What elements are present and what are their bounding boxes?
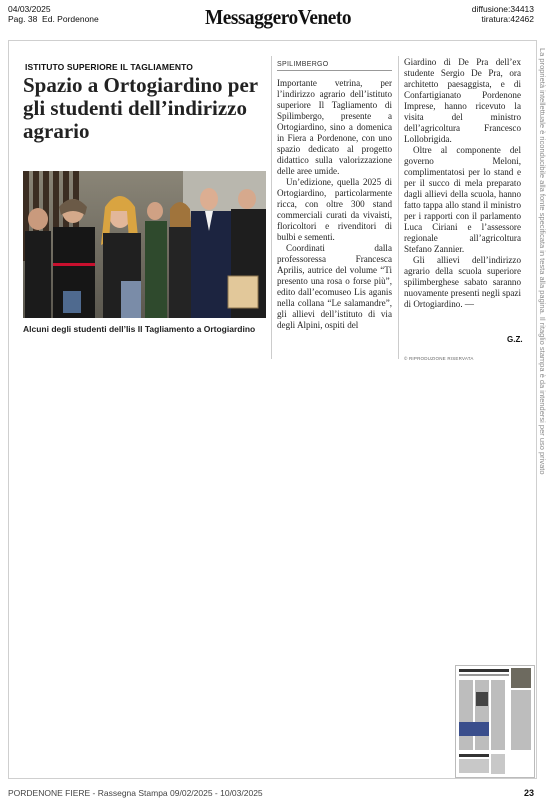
footer-page-number: 23 (524, 788, 535, 798)
paragraph: Importante vetrina, per l’indirizzo agrario dell’istituto superiore Il Tagliamento di Spilimbergo, presente a Ortogiardino, sino a domenica in Fiera a Pordenone, con uno spazio dedicato al progetto didattico sulla valorizzazione delle aree umide. (277, 78, 392, 176)
article-column-2 (404, 57, 521, 310)
side-note-text: La proprietà intellettuale è riconducibile alla fonte specificata in testa alla pagina. Il ritaglio stampa è da intendersi per uso privato (538, 48, 547, 475)
column-divider (398, 56, 399, 359)
page-thumbnail (455, 665, 535, 778)
article-column-1 (277, 78, 392, 331)
circulation-tiratura: tiratura:42462 (481, 14, 534, 24)
circulation-diffusione: diffusione:34413 (471, 4, 534, 14)
footer-source: PORDENONE FIERE - Rassegna Stampa 09/02/2025 - 10/03/2025 (8, 788, 263, 798)
edition-label: Ed. Pordenone (42, 14, 99, 24)
issue-date: 04/03/2025 (8, 4, 51, 14)
paragraph: Giardino di De Pra dell’ex studente Sergio De Pra, ora architetto paesaggista, e di Confartigianato Pordenone Imprese, hanno ricevuto la visita del ministro dell’agricoltura Francesco Lollobrigida. (404, 57, 521, 144)
article-photo (23, 171, 266, 318)
paragraph: Un’edizione, quella 2025 di Ortogiardino, particolarmente ricca, con oltre 300 stand commerciali curati da vivaisti, floricoltori e rivenditori di bulbi e sementi. (277, 177, 392, 242)
paragraph: Oltre al componente del governo Meloni, complimentatosi per lo stand e per il succo di mela preparato dagli allievi della scuola, hanno fatto tappa allo stand il ministro per i rapporti con il parlamento Luca Ciriani e l’assessore regionale all’agricoltura Stefano Zannier. (404, 145, 521, 254)
paragraph: Coordinati dalla professoressa Francesca Aprilis, autrice del volume “Ti presento una rosa o forse più”, edito dall’ecomuseo Lis aganis nella collana “Le salamandre”, gli allievi dell’istituto di via degli Alpini, ospiti del (277, 243, 392, 330)
paragraph: Gli allievi dell’indirizzo agrario della scuola superiore spilimberghese sabato saranno nuovamente presenti negli spazi di Ortogiardino. — (404, 255, 521, 309)
column-divider (271, 56, 272, 359)
article-headline: Spazio a Ortogiardino per gli studenti dell’indirizzo agrario (23, 73, 258, 143)
article-kicker: ISTITUTO SUPERIORE IL TAGLIAMENTO (25, 62, 193, 72)
page-thumbnail-image (456, 666, 534, 777)
reproduction-notice: © RIPRODUZIONE RISERVATA (404, 356, 474, 361)
photo-caption: Alcuni degli studenti dell’Iis Il Tagliamento a Ortogiardino (23, 324, 256, 334)
section-label: SPILIMBERGO (277, 61, 329, 68)
page-info (8, 14, 99, 24)
section-rule (277, 70, 392, 71)
page-number-label: Pag. 38 (8, 14, 38, 24)
newspaper-masthead: MessaggeroVeneto (205, 5, 352, 29)
copyright-side-note (537, 48, 549, 658)
students-group-photo (23, 171, 266, 318)
author-signature: G.Z. (507, 335, 523, 344)
